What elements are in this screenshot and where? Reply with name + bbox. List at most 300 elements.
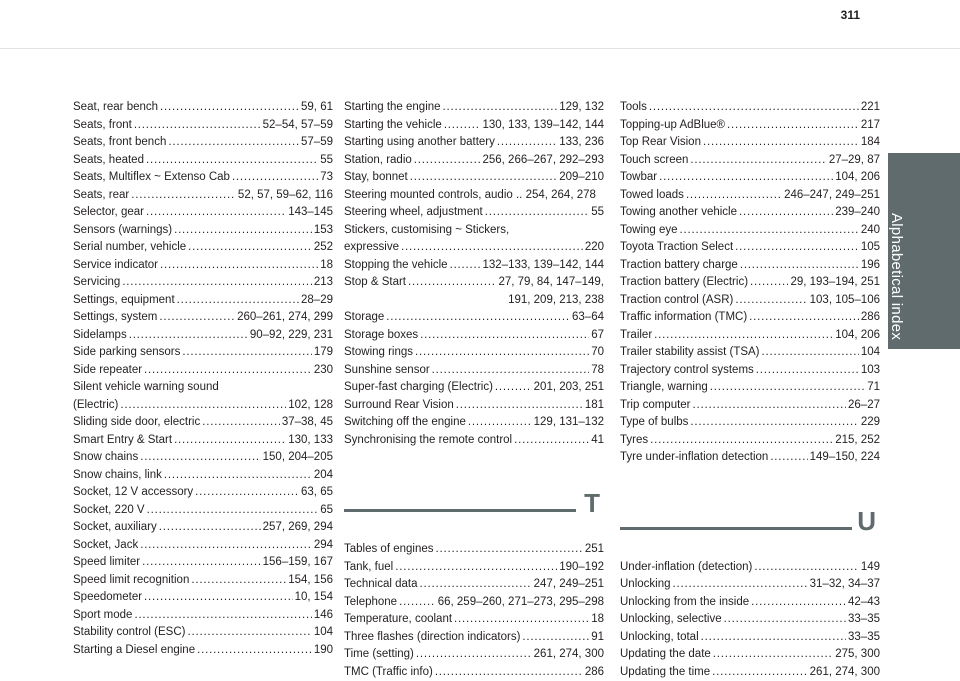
dot-leader: [497, 134, 557, 152]
index-term: Side repeater: [73, 362, 142, 380]
dot-leader: [735, 292, 807, 310]
index-entry: [73, 449, 333, 467]
index-entry: [620, 432, 880, 450]
dot-leader: [724, 611, 846, 629]
index-pages: 260–261, 274, 299: [237, 309, 333, 327]
index-column-1: [73, 99, 333, 659]
index-term: Stability control (ESC): [73, 624, 185, 642]
dot-leader: [177, 292, 299, 310]
index-pages: 251: [585, 541, 604, 559]
index-pages: 130, 133, 139–142, 144: [482, 117, 604, 135]
index-term: Seats, rear: [73, 187, 129, 205]
index-pages: 246–247, 249–251: [784, 187, 880, 205]
index-pages: 256, 266–267, 292–293: [482, 152, 604, 170]
index-entry: [620, 117, 880, 135]
t-entries-continued: [620, 99, 880, 467]
dot-leader: [750, 274, 788, 292]
index-term: Speedometer: [73, 589, 142, 607]
index-pages: 18: [591, 611, 604, 629]
index-term: Three flashes (direction indicators): [344, 629, 520, 647]
index-entry: [620, 559, 880, 577]
dot-leader: [495, 379, 532, 397]
index-pages: 129, 131–132: [534, 414, 604, 432]
index-pages: 213: [314, 274, 333, 292]
dot-leader: [485, 204, 589, 222]
index-term: Updating the time: [620, 664, 710, 681]
dot-leader: [673, 576, 808, 594]
index-entry: [73, 502, 333, 520]
index-term: Topping-up AdBlue®: [620, 117, 725, 135]
index-pages: 73: [320, 169, 333, 187]
index-pages: 257, 269, 294: [263, 519, 333, 537]
index-entry: [620, 594, 880, 612]
index-term: Top Rear Vision: [620, 134, 701, 152]
index-entry: [73, 484, 333, 502]
dot-leader: [735, 239, 859, 257]
index-term: Socket, auxiliary: [73, 519, 157, 537]
index-term: Tyre under-inflation detection: [620, 449, 768, 467]
dot-leader: [195, 484, 299, 502]
index-pages: 63, 65: [301, 484, 333, 502]
index-pages: 149: [861, 559, 880, 577]
index-entry: [344, 611, 604, 629]
dot-leader: [701, 629, 846, 647]
dot-leader: [408, 274, 496, 292]
dot-leader: [690, 414, 858, 432]
index-pages: 252: [314, 239, 333, 257]
index-term: Steering wheel, adjustment: [344, 204, 483, 222]
index-term: Speed limiter: [73, 554, 140, 572]
index-term: Unlocking, selective: [620, 611, 722, 629]
dot-leader: [134, 607, 311, 625]
index-pages: 70: [591, 344, 604, 362]
dot-leader: [749, 309, 859, 327]
index-entry: [344, 169, 604, 187]
index-entry: [620, 664, 880, 681]
index-entry: [73, 589, 333, 607]
index-entry: [344, 99, 604, 117]
index-pages: 41: [591, 432, 604, 450]
index-entry: [344, 559, 604, 577]
index-term: Technical data: [344, 576, 418, 594]
index-pages: 190–192: [559, 559, 604, 577]
index-pages: 10, 154: [295, 589, 333, 607]
index-term: Silent vehicle warning sound: [73, 381, 219, 393]
index-term: Station, radio: [344, 152, 412, 170]
dot-leader: [160, 257, 318, 275]
index-term: Towing another vehicle: [620, 204, 737, 222]
index-pages: 150, 204–205: [263, 449, 333, 467]
u-entries: [620, 559, 880, 681]
index-entry: [73, 327, 333, 345]
dot-leader: [659, 169, 833, 187]
index-pages: 57–59: [301, 134, 333, 152]
index-pages: 55: [320, 152, 333, 170]
index-term: Time (setting): [344, 646, 414, 664]
index-term: Seats, front bench: [73, 134, 166, 152]
dot-leader: [159, 519, 261, 537]
index-entry: [73, 432, 333, 450]
index-term: Traffic information (TMC): [620, 309, 747, 327]
index-pages: 261, 274, 300: [810, 664, 880, 681]
index-term: Settings, system: [73, 309, 157, 327]
index-entry: [73, 222, 333, 240]
index-pages: 190: [314, 642, 333, 660]
index-term: Temperature, coolant: [344, 611, 452, 629]
index-term: Towing eye: [620, 222, 678, 240]
index-entry: [620, 379, 880, 397]
index-entry: [344, 414, 604, 432]
index-pages: 294: [314, 537, 333, 555]
dot-leader: [649, 99, 859, 117]
index-entry: [344, 664, 604, 681]
index-term: Seats, front: [73, 117, 132, 135]
index-pages: 27, 79, 84, 147–149,: [498, 274, 604, 292]
dot-leader: [395, 559, 557, 577]
index-entry: [73, 257, 333, 275]
dot-leader: [420, 576, 532, 594]
t-entries: [344, 541, 604, 681]
index-term: Socket, 220 V: [73, 502, 145, 520]
index-entry: [344, 397, 604, 415]
index-entry: [620, 327, 880, 345]
letter-t: T: [584, 495, 600, 513]
index-entry: [344, 432, 604, 450]
index-pages: 104: [314, 624, 333, 642]
index-entry: [344, 222, 604, 240]
index-term: Unlocking, total: [620, 629, 699, 647]
index-entry: [344, 204, 604, 222]
dot-leader: [188, 239, 312, 257]
dot-leader: [420, 327, 589, 345]
index-term: Synchronising the remote control: [344, 432, 512, 450]
dot-leader: [762, 344, 859, 362]
index-term: Trailer stability assist (TSA): [620, 344, 760, 362]
index-term: Trip computer: [620, 397, 691, 415]
index-entry: [344, 362, 604, 380]
index-pages: 52–54, 57–59: [263, 117, 333, 135]
index-term: Selector, gear: [73, 204, 144, 222]
index-term: Under-inflation (detection): [620, 559, 752, 577]
index-pages: 28–29: [301, 292, 333, 310]
dot-leader: [444, 117, 481, 135]
index-pages-continued: 191, 209, 213, 238: [344, 292, 604, 310]
index-pages: 220: [585, 239, 604, 257]
index-pages: 104: [861, 344, 880, 362]
index-entry: [73, 362, 333, 380]
index-entry: [344, 152, 604, 170]
index-entry: [73, 274, 333, 292]
index-pages: 215, 252: [835, 432, 880, 450]
index-term: Type of bulbs: [620, 414, 688, 432]
index-pages: 129, 132: [559, 99, 604, 117]
index-entry: [344, 239, 604, 257]
index-pages: 33–35: [848, 629, 880, 647]
index-pages: 254, 264, 278: [526, 189, 596, 201]
index-term: Stay, bonnet: [344, 169, 408, 187]
dot-leader: [415, 344, 589, 362]
index-term: Starting the vehicle: [344, 117, 442, 135]
dot-leader: [454, 611, 589, 629]
dot-leader: [432, 362, 590, 380]
index-term: (Electric): [73, 397, 118, 415]
dot-leader: [182, 344, 311, 362]
dot-leader: [144, 362, 312, 380]
index-term: Smart Entry & Start: [73, 432, 172, 450]
index-pages: 78: [591, 362, 604, 380]
index-pages: 31–32, 34–37: [810, 576, 880, 594]
dot-leader: [202, 414, 280, 432]
index-entry: [620, 344, 880, 362]
index-term: Stop & Start: [344, 274, 406, 292]
index-term: Seats, heated: [73, 152, 144, 170]
index-entry: [344, 576, 604, 594]
index-entry: [73, 187, 333, 205]
index-entry: [73, 239, 333, 257]
index-term: Starting the engine: [344, 99, 441, 117]
index-pages: 37–38, 45: [282, 414, 333, 432]
index-entry: [620, 99, 880, 117]
index-entry: [73, 624, 333, 642]
index-pages: 229: [861, 414, 880, 432]
index-term: Service indicator: [73, 257, 158, 275]
index-pages: 67: [591, 327, 604, 345]
index-entry: [73, 134, 333, 152]
index-term: TMC (Traffic info): [344, 664, 433, 681]
index-entry: [73, 152, 333, 170]
index-entry: [73, 344, 333, 362]
index-pages: 18: [320, 257, 333, 275]
index-term: Steering mounted controls, audio ..: [344, 189, 522, 201]
index-pages: 217: [861, 117, 880, 135]
dot-leader: [468, 414, 532, 432]
dot-leader: [514, 432, 589, 450]
dot-leader: [654, 327, 833, 345]
index-pages: 201, 203, 251: [534, 379, 604, 397]
index-pages: 149–150, 224: [810, 449, 880, 467]
index-pages: 130, 133: [288, 432, 333, 450]
letter-heading-t: [344, 485, 604, 533]
dot-leader: [710, 379, 865, 397]
dot-leader: [232, 169, 318, 187]
dot-leader: [134, 117, 261, 135]
dot-leader: [159, 309, 235, 327]
dot-leader: [727, 117, 859, 135]
index-pages: 103: [861, 362, 880, 380]
dot-leader: [693, 397, 847, 415]
index-term: Stickers, customising ~ Stickers,: [344, 224, 509, 236]
index-term: Snow chains: [73, 449, 138, 467]
dot-leader: [650, 432, 833, 450]
index-term: Sport mode: [73, 607, 132, 625]
index-pages: 261, 274, 300: [534, 646, 604, 664]
dot-leader: [146, 152, 318, 170]
index-term: Trajectory control systems: [620, 362, 754, 380]
dot-leader: [456, 397, 583, 415]
index-term: Servicing: [73, 274, 120, 292]
dot-leader: [164, 467, 312, 485]
index-column-2: [344, 99, 604, 681]
index-pages: 133, 236: [559, 134, 604, 152]
index-pages: 153: [314, 222, 333, 240]
index-term: Unlocking from the inside: [620, 594, 749, 612]
index-entry: [620, 362, 880, 380]
index-term: Towed loads: [620, 187, 684, 205]
index-pages: 230: [314, 362, 333, 380]
index-term: Sliding side door, electric: [73, 414, 200, 432]
index-pages: 275, 300: [835, 646, 880, 664]
letter-rule: [620, 527, 852, 530]
index-term: expressive: [344, 239, 399, 257]
index-entry: [344, 117, 604, 135]
index-term: Starting a Diesel engine: [73, 642, 195, 660]
index-entry: [73, 99, 333, 117]
index-term: Seat, rear bench: [73, 99, 158, 117]
index-term: Toyota Traction Select: [620, 239, 733, 257]
index-pages: 63–64: [572, 309, 604, 327]
index-term: Snow chains, link: [73, 467, 162, 485]
index-entry: [620, 629, 880, 647]
index-pages: 156–159, 167: [263, 554, 333, 572]
dot-leader: [142, 554, 261, 572]
dot-leader: [401, 239, 583, 257]
dot-leader: [450, 257, 481, 275]
dot-leader: [144, 589, 293, 607]
dot-leader: [129, 327, 248, 345]
index-entry: [620, 187, 880, 205]
index-entry: [73, 292, 333, 310]
index-term: Seats, Multiflex ~ Extenso Cab: [73, 169, 230, 187]
index-pages: 104, 206: [835, 169, 880, 187]
header-rule: [0, 48, 960, 49]
index-entry: [73, 397, 333, 415]
index-pages: 105: [861, 239, 880, 257]
index-entry: [73, 554, 333, 572]
index-term: Updating the date: [620, 646, 711, 664]
section-side-label: Alphabetical index: [887, 213, 905, 293]
index-pages: 104, 206: [835, 327, 880, 345]
index-entry: [73, 117, 333, 135]
index-pages: 42–43: [848, 594, 880, 612]
dot-leader: [680, 222, 859, 240]
index-entry: [620, 576, 880, 594]
index-entry: [620, 169, 880, 187]
index-pages: 27–29, 87: [829, 152, 880, 170]
dot-leader: [386, 309, 570, 327]
index-term: Surround Rear Vision: [344, 397, 454, 415]
index-pages: 286: [861, 309, 880, 327]
index-term: Socket, 12 V accessory: [73, 484, 193, 502]
index-pages: 286: [585, 664, 604, 681]
index-entry: [620, 397, 880, 415]
dot-leader: [140, 449, 260, 467]
index-entry: [344, 379, 604, 397]
index-term: Sensors (warnings): [73, 222, 172, 240]
index-pages: 247, 249–251: [534, 576, 604, 594]
index-entry: [344, 274, 604, 292]
dot-leader: [770, 449, 807, 467]
dot-leader: [522, 629, 589, 647]
dot-leader: [435, 664, 583, 681]
dot-leader: [191, 572, 286, 590]
index-pages: 91: [591, 629, 604, 647]
dot-leader: [174, 432, 286, 450]
dot-leader: [120, 397, 286, 415]
index-term: Traction battery charge: [620, 257, 738, 275]
dot-leader: [754, 559, 858, 577]
index-pages: 26–27: [848, 397, 880, 415]
dot-leader: [122, 274, 312, 292]
dot-leader: [712, 664, 808, 681]
letter-heading-u: [620, 503, 880, 551]
index-entry: [344, 541, 604, 559]
index-pages: 29, 193–194, 251: [790, 274, 880, 292]
index-entry: [344, 629, 604, 647]
index-pages: 221: [861, 99, 880, 117]
page-number: 311: [841, 8, 860, 22]
index-term: Socket, Jack: [73, 537, 138, 555]
index-term: Tools: [620, 99, 647, 117]
index-pages: 240: [861, 222, 880, 240]
index-entry: [73, 309, 333, 327]
index-term: Speed limit recognition: [73, 572, 189, 590]
index-pages: 143–145: [288, 204, 333, 222]
dot-leader: [187, 624, 311, 642]
index-term: Touch screen: [620, 152, 688, 170]
index-entry: [73, 169, 333, 187]
index-term: Sidelamps: [73, 327, 127, 345]
index-entry: [620, 239, 880, 257]
dot-leader: [174, 222, 312, 240]
index-term: Serial number, vehicle: [73, 239, 186, 257]
dot-leader: [146, 204, 286, 222]
index-term: Telephone: [344, 594, 397, 612]
index-entry: [620, 292, 880, 310]
dot-leader: [410, 169, 557, 187]
dot-leader: [197, 642, 312, 660]
index-entry: [620, 414, 880, 432]
index-term: Tyres: [620, 432, 648, 450]
index-pages: 55: [591, 204, 604, 222]
index-term: Triangle, warning: [620, 379, 708, 397]
index-entry: [344, 134, 604, 152]
index-entry: [344, 327, 604, 345]
index-entry: [620, 204, 880, 222]
index-pages: 71: [867, 379, 880, 397]
index-term: Traction battery (Electric): [620, 274, 748, 292]
index-entry: [73, 572, 333, 590]
index-term: Storage boxes: [344, 327, 418, 345]
index-term: Traction control (ASR): [620, 292, 733, 310]
index-entry: [620, 152, 880, 170]
index-pages: 59, 61: [301, 99, 333, 117]
index-entry: [620, 611, 880, 629]
dot-leader: [131, 187, 236, 205]
index-pages: 66, 259–260, 271–273, 295–298: [438, 594, 604, 612]
index-term: Side parking sensors: [73, 344, 180, 362]
dot-leader: [168, 134, 299, 152]
index-entry: [73, 519, 333, 537]
index-term: Stopping the vehicle: [344, 257, 448, 275]
letter-u: U: [857, 513, 876, 531]
letter-rule: [344, 509, 576, 512]
index-entry: [73, 607, 333, 625]
index-entry: [344, 309, 604, 327]
index-term: Starting using another battery: [344, 134, 495, 152]
index-term: Switching off the engine: [344, 414, 466, 432]
index-pages: 209–210: [559, 169, 604, 187]
index-term: Super-fast charging (Electric): [344, 379, 493, 397]
